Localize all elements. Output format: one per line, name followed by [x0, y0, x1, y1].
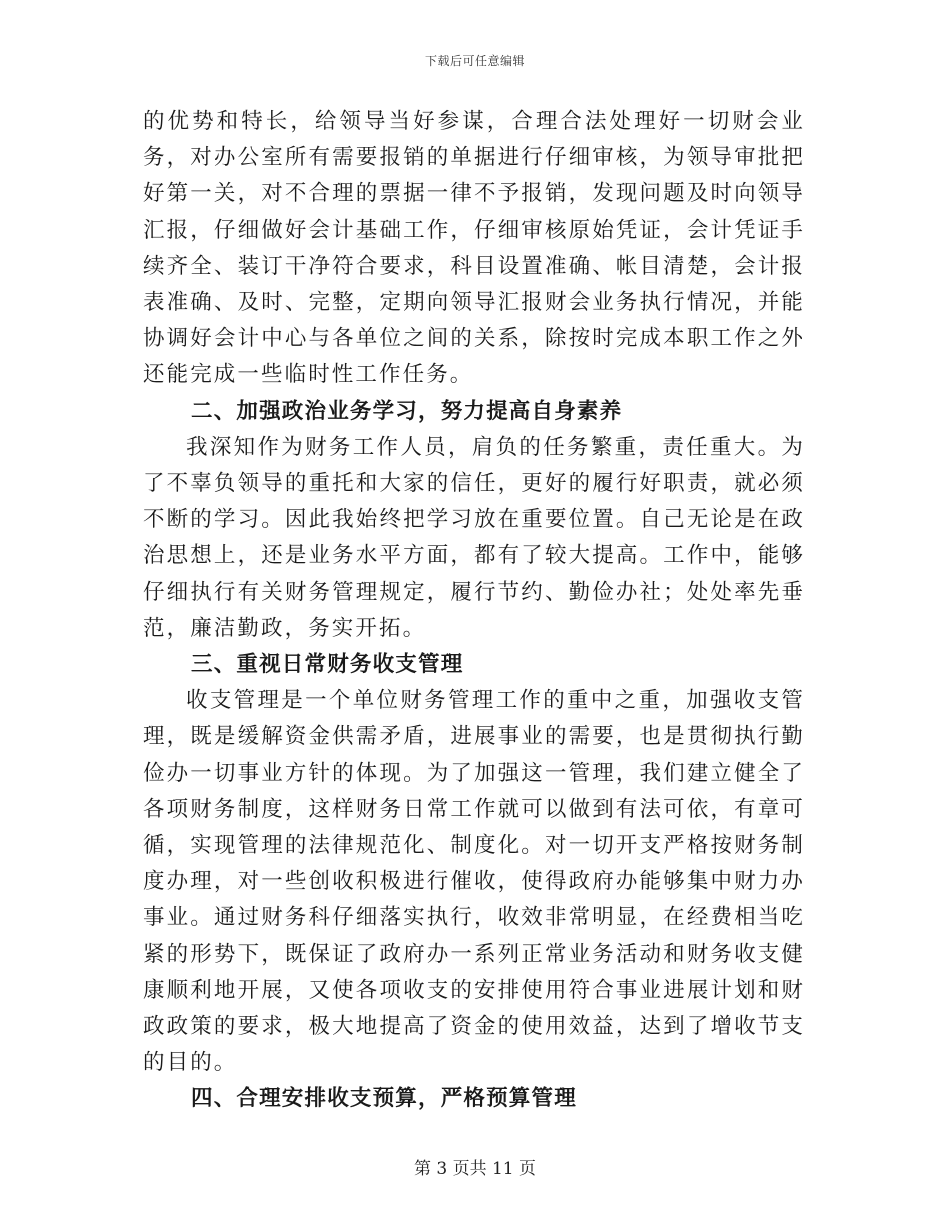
- page-footer: 第 3 页共 11 页: [413, 1159, 537, 1179]
- page-header: 下载后可任意编辑: [424, 54, 525, 68]
- paragraph-section-2: 我深知作为财务工作人员，肩负的任务繁重，责任重大。为了不辜负领导的重托和大家的信任，更好的履行好职责，就必须不断的学习。因此我始终把学习放在重要位置。自己无论是在政治思想上，还是业务水平方面，都有了较大提高。工作中，能够仔细执行有关财务管理规定，履行节约、勤俭办社；处处率先垂范，廉洁勤政，务实开拓。: [143, 434, 805, 641]
- section-heading-2: 二、加强政治业务学习，努力提高自身素养: [191, 398, 623, 424]
- paragraph-continued: 的优势和特长，给领导当好参谋，合理合法处理好一切财会业务，对办公室所有需要报销的单据进行仔细审核，为领导审批把好第一关，对不合理的票据一律不予报销，发现问题及时向领导汇报，仔细做好会计基础工作，仔细审核原始凭证，会计凭证手续齐全、装订干净符合要求，科目设置准确、帐目清楚，会计报表准确、及时、完整，定期向领导汇报财会业务执行情况，并能协调好会计中心与各单位之间的关系，除按时完成本职工作之外还能完成一些临时性工作任务。: [143, 109, 805, 388]
- document-body: [143, 104, 805, 1118]
- paragraph-section-3: 收支管理是一个单位财务管理工作的重中之重，加强收支管理，既是缓解资金供需矛盾，进展事业的需要，也是贯彻执行勤俭办一切事业方针的体现。为了加强这一管理，我们建立健全了各项财务制度，这样财务日常工作就可以做到有法可依，有章可循，实现管理的法律规范化、制度化。对一切开支严格按财务制度办理，对一些创收积极进行催收，使得政府办能够集中财力办事业。通过财务科仔细落实执行，收效非常明显，在经费相当吃紧的形势下，既保证了政府办一系列正常业务活动和财务收支健康顺利地开展，又使各项收支的安排使用符合事业进展计划和财政政策的要求，极大地提高了资金的使用效益，达到了增收节支的目的。: [143, 688, 805, 1076]
- section-heading-4: 四、合理安排收支预算，严格预算管理: [191, 1086, 577, 1112]
- section-heading-3: 三、重视日常财务收支管理: [191, 652, 464, 678]
